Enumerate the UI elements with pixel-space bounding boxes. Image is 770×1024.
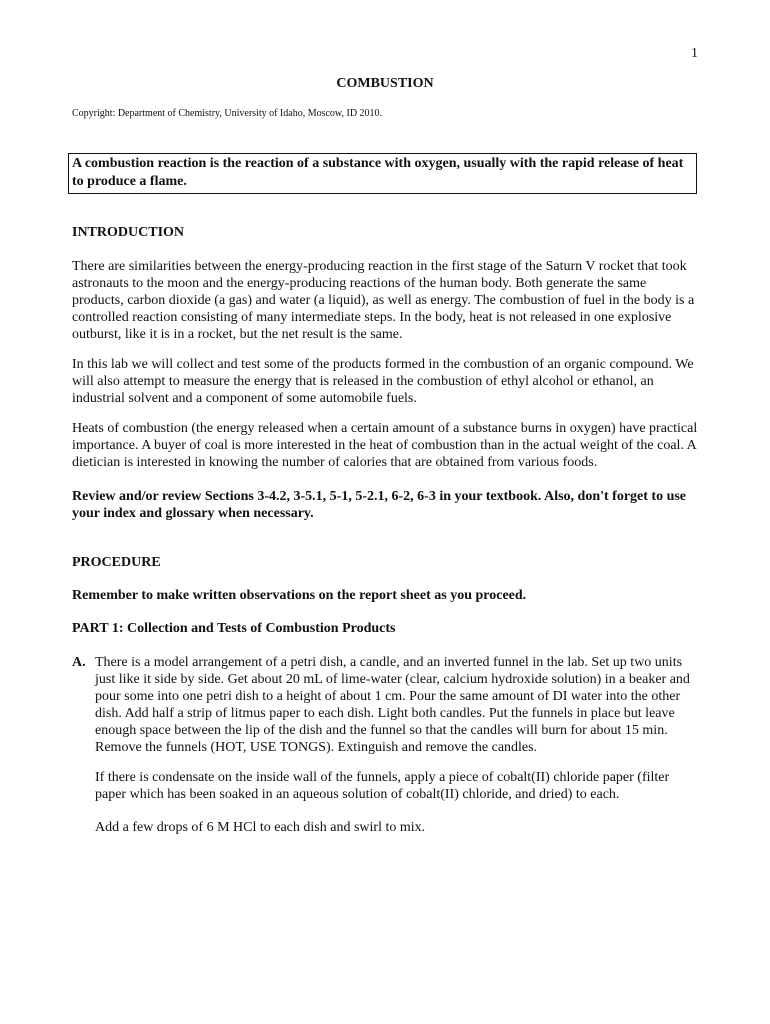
copyright-notice: Copyright: Department of Chemistry, University of Idaho, Moscow, ID 2010.: [72, 108, 383, 119]
intro-paragraph-1: There are similarities between the energy-producing reaction in the first stage of the Saturn V rocket that took astronauts to the moon and the energy-producing reactions of the human body. Both generate the same products, carbon dioxide (a gas) and water (a liquid), as well as energy. The combustion of fuel in the body is a controlled reaction consisting of many intermediate steps. In the body, heat is not released in one explosive outburst, like it is in a rocket, but the net result is the same.: [72, 259, 695, 342]
procedure-reminder: Remember to make written observations on the report sheet as you proceed.: [72, 588, 527, 603]
item-a-paragraph-1: There is a model arrangement of a petri dish, a candle, and an inverted funnel in the lab. Set up two units just like it side by side. Get about 20 mL of lime-water (clear, calcium hydroxide solution) in a beaker and pour some into one petri dish to a height of about 1 cm. Pour the same amount of DI water into the other dish. Add half a strip of litmus paper to each dish. Light both candles. Put the funnels in place but leave enough space between the lip of the dish and the funnel so that the candles will burn for about 15 min. Remove the funnels (HOT, USE TONGS). Extinguish and remove the candles.: [95, 655, 690, 755]
item-a-paragraph-2: If there is condensate on the inside wall of the funnels, apply a piece of cobalt(II) chloride paper (filter paper which has been soaked in an aqueous solution of cobalt(II) chloride, and dried) to each.: [95, 770, 670, 802]
part1-heading: PART 1: Collection and Tests of Combustion Products: [72, 621, 396, 636]
item-a-paragraph-3: Add a few drops of 6 M HCl to each dish and swirl to mix.: [95, 820, 426, 835]
procedure-heading: PROCEDURE: [72, 555, 161, 570]
definition-box: A combustion reaction is the reaction of a substance with oxygen, usually with the rapid release of heat to produce a flame.: [68, 153, 697, 194]
intro-paragraph-2: In this lab we will collect and test some of the products formed in the combustion of an organic compound. We will also attempt to measure the energy that is released in the combustion of ethyl alcohol or ethanol, an industrial solvent and a component of some automobile fuels.: [72, 357, 694, 406]
review-note: Review and/or review Sections 3-4.2, 3-5.1, 5-1, 5-2.1, 6-2, 6-3 in your textbook. Also, don't forget to use your index and glossary when necessary.: [72, 489, 687, 521]
intro-paragraph-3: Heats of combustion (the energy released when a certain amount of a substance burns in oxygen) have practical importance. A buyer of coal is more interested in the heat of combustion than in the actual weight of the coal. A dietician is interested in knowing the number of calories that are obtained from various foods.: [72, 421, 698, 470]
item-a-label: A.: [72, 655, 86, 670]
introduction-heading: INTRODUCTION: [72, 225, 185, 240]
document-title: COMBUSTION: [336, 76, 434, 91]
page-number: 1: [691, 46, 698, 61]
